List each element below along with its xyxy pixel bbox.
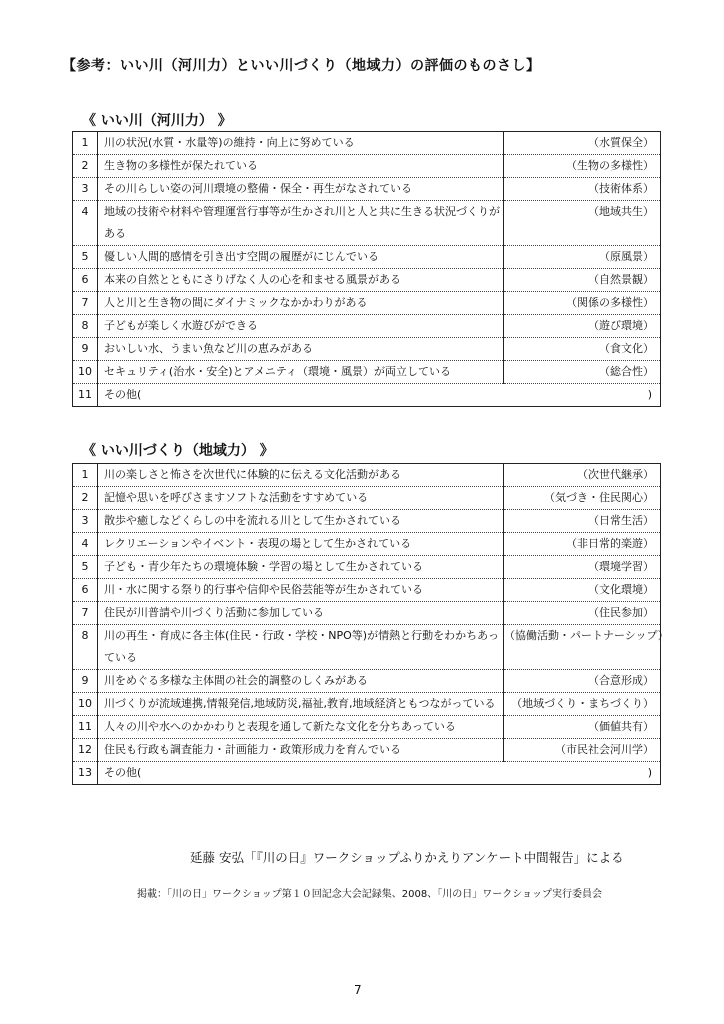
criterion-text: 住民が川普請や川づくり活動に参加している xyxy=(98,602,504,625)
table-row xyxy=(73,292,661,315)
criterion-category: （総合性） xyxy=(504,361,661,384)
criterion-category: （次世代継承） xyxy=(504,464,661,487)
criterion-category: （関係の多様性） xyxy=(504,292,661,315)
community-power-table xyxy=(72,463,669,785)
other-row xyxy=(73,384,661,407)
criterion-category: （原風景） xyxy=(504,246,661,269)
river-power-table xyxy=(72,131,661,407)
row-number: 7 xyxy=(73,602,98,625)
criterion-text: 地域の技術や材料や管理運営行事等が生かされ川と人と共に生きる状況づくりがある xyxy=(98,201,504,246)
page-title: 【参考：いい川（河川力）といい川づくり（地域力）の評価のものさし】 xyxy=(62,58,541,74)
criterion-text: 川・水に関する祭り的行事や信仰や民俗芸能等が生かされている xyxy=(98,579,504,602)
criterion-category: （合意形成） xyxy=(504,670,661,693)
row-number: 1 xyxy=(73,464,98,487)
criterion-text: 子どもが楽しく水遊びができる xyxy=(98,315,504,338)
other-close-paren: ) xyxy=(647,388,652,401)
criterion-category: （生物の多様性） xyxy=(504,155,661,178)
table-row xyxy=(73,625,661,670)
row-number: 8 xyxy=(73,315,98,338)
criterion-text: 人と川と生き物の間にダイナミックなかかわりがある xyxy=(98,292,504,315)
table-row xyxy=(73,338,661,361)
table-row xyxy=(73,716,661,739)
row-number: 2 xyxy=(73,155,98,178)
row-number: 4 xyxy=(73,201,98,246)
row-number: 5 xyxy=(73,556,98,579)
section-heading-community-power: 《 いい川づくり（地域力） 》 xyxy=(82,443,274,459)
table-row xyxy=(73,155,661,178)
criterion-text: 川の楽しさと怖さを次世代に体験的に伝える文化活動がある xyxy=(98,464,504,487)
criterion-text: 散歩や癒しなどくらしの中を流れる川として生かされている xyxy=(98,510,504,533)
row-number: 13 xyxy=(73,762,98,785)
table-row xyxy=(73,178,661,201)
other-field xyxy=(98,384,661,407)
criterion-category: （気づき・住民関心） xyxy=(504,487,661,510)
table-row xyxy=(73,556,661,579)
criterion-text: レクリエーションやイベント・表現の場として生かされている xyxy=(98,533,504,556)
criterion-text: 人々の川や水へのかかわりと表現を通して新たな文化を分ちあっている xyxy=(98,716,504,739)
table-row xyxy=(73,739,661,762)
criterion-text: 川の状況(水質・水量等)の維持・向上に努めている xyxy=(98,132,504,155)
row-number: 9 xyxy=(73,670,98,693)
row-number: 4 xyxy=(73,533,98,556)
table-row xyxy=(73,315,661,338)
row-number: 5 xyxy=(73,246,98,269)
source-note: 掲載：「川の日」ワークショップ第１０回記念大会記録集、2008、「川の日」ワークショップ実行委員会 xyxy=(137,889,603,900)
criterion-text: 住民も行政も調査能力・計画能力・政策形成力を育んでいる xyxy=(98,739,504,762)
row-number: 6 xyxy=(73,269,98,292)
criterion-text: 本来の自然とともにさりげなく人の心を和ませる風景がある xyxy=(98,269,504,292)
table-row xyxy=(73,670,661,693)
table-row xyxy=(73,533,661,556)
criterion-category: （住民参加） xyxy=(504,602,661,625)
other-row xyxy=(73,762,661,785)
citation: 延藤 安弘「『川の日』ワークショップふりかえりアンケート中間報告」による xyxy=(190,850,624,865)
table-row xyxy=(73,579,661,602)
criterion-category: （地域づくり・まちづくり） xyxy=(504,693,661,716)
criterion-text: 子ども・青少年たちの環境体験・学習の場として生かされている xyxy=(98,556,504,579)
criterion-text: 川をめぐる多様な主体間の社会的調整のしくみがある xyxy=(98,670,504,693)
table-row xyxy=(73,201,661,246)
criterion-category: （遊び環境） xyxy=(504,315,661,338)
table-row xyxy=(73,132,661,155)
row-number: 11 xyxy=(73,716,98,739)
row-number: 9 xyxy=(73,338,98,361)
table-row xyxy=(73,464,661,487)
table-row xyxy=(73,269,661,292)
criterion-category: （文化環境） xyxy=(504,579,661,602)
criterion-text: その川らしい姿の河川環境の整備・保全・再生がなされている xyxy=(98,178,504,201)
criterion-category: （地域共生） xyxy=(504,201,661,246)
row-number: 3 xyxy=(73,510,98,533)
criterion-text: 優しい人間的感情を引き出す空間の履歴がにじんでいる xyxy=(98,246,504,269)
row-number: 8 xyxy=(73,625,98,670)
table-row xyxy=(73,693,661,716)
section-heading-river-power: 《 いい川（河川力） 》 xyxy=(82,113,232,129)
table-row xyxy=(73,510,661,533)
row-number: 6 xyxy=(73,579,98,602)
table-row xyxy=(73,487,661,510)
criterion-category: （技術体系） xyxy=(504,178,661,201)
page-number: 7 xyxy=(354,983,362,997)
row-number: 11 xyxy=(73,384,98,407)
row-number: 10 xyxy=(73,361,98,384)
row-number: 7 xyxy=(73,292,98,315)
criterion-text: セキュリティ(治水・安全)とアメニティ（環境・風景）が両立している xyxy=(98,361,504,384)
row-number: 12 xyxy=(73,739,98,762)
criterion-category: （価値共有） xyxy=(504,716,661,739)
row-number: 1 xyxy=(73,132,98,155)
table-row xyxy=(73,361,661,384)
criterion-category: （日常生活） xyxy=(504,510,661,533)
criterion-category: （市民社会河川学） xyxy=(504,739,661,762)
criterion-category: （環境学習） xyxy=(504,556,661,579)
row-number: 3 xyxy=(73,178,98,201)
criterion-text: おいしい水、うまい魚など川の恵みがある xyxy=(98,338,504,361)
other-close-paren: ) xyxy=(647,766,652,779)
row-number: 2 xyxy=(73,487,98,510)
table-row xyxy=(73,246,661,269)
other-field xyxy=(98,762,661,785)
table-row xyxy=(73,602,661,625)
criterion-text: 川づくりが流域連携,情報発信,地域防災,福祉,教育,地域経済ともつながっている xyxy=(98,693,504,716)
other-label: その他( xyxy=(104,388,142,401)
criterion-text: 記憶や思いを呼びさますソフトな活動をすすめている xyxy=(98,487,504,510)
criterion-category: （非日常的楽遊） xyxy=(504,533,661,556)
criterion-category: （水質保全） xyxy=(504,132,661,155)
criterion-category: （自然景観） xyxy=(504,269,661,292)
row-number: 10 xyxy=(73,693,98,716)
criterion-category: （協働活動・パートナーシップ） xyxy=(504,625,661,670)
other-label: その他( xyxy=(104,766,142,779)
criterion-text: 川の再生・育成に各主体(住民・行政・学校・NPO等)が情熱と行動をわかちあっている xyxy=(98,625,504,670)
criterion-text: 生き物の多様性が保たれている xyxy=(98,155,504,178)
criterion-category: （食文化） xyxy=(504,338,661,361)
